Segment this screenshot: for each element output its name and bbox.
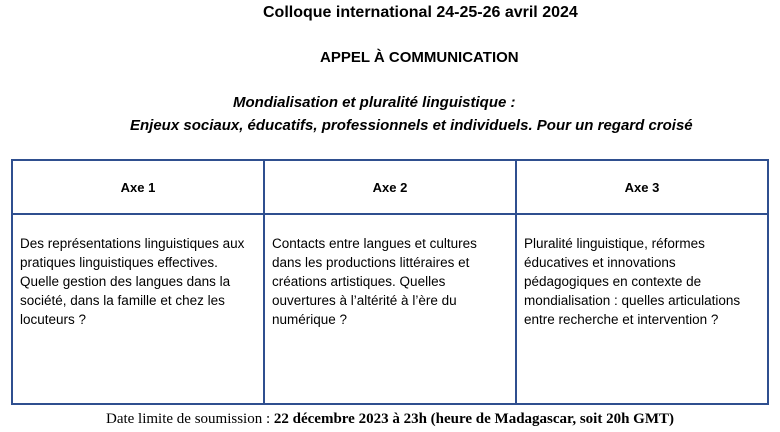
- axe-3-description: Pluralité linguistique, réformes éducatives et innovations pédagogiques en contexte de mondialisation : quelles articulations entre recherche et intervention ?: [524, 236, 741, 327]
- colloque-title: Colloque international 24-25-26 avril 2024: [263, 4, 578, 21]
- axe-2-header: Axe 2: [265, 161, 517, 215]
- axes-table: [11, 159, 769, 405]
- theme-line-1: Mondialisation et pluralité linguistique :: [233, 94, 516, 111]
- axe-1-description: Des représentations linguistiques aux pratiques linguistiques effectives. Quelle gestion des langues dans la société, dans la famille et chez les locuteurs ?: [13, 215, 265, 403]
- theme-line-2: Enjeux sociaux, éducatifs, professionnels et individuels. Pour un regard croisé: [130, 117, 693, 134]
- axe-1-header: Axe 1: [13, 161, 265, 215]
- deadline-value: 22 décembre 2023 à 23h (heure de Madagascar, soit 20h GMT): [273, 411, 675, 427]
- appel-heading: APPEL À COMMUNICATION: [320, 49, 519, 66]
- deadline-label: Date limite de soumission :: [105, 411, 274, 427]
- submission-deadline: [0, 411, 780, 428]
- axe-2-description: Contacts entre langues et cultures dans les productions littéraires et créations artistiques. Quelles ouvertures à l’altérité à l’ère du numérique ?: [265, 215, 517, 403]
- axe-3-header: Axe 3: [517, 161, 767, 215]
